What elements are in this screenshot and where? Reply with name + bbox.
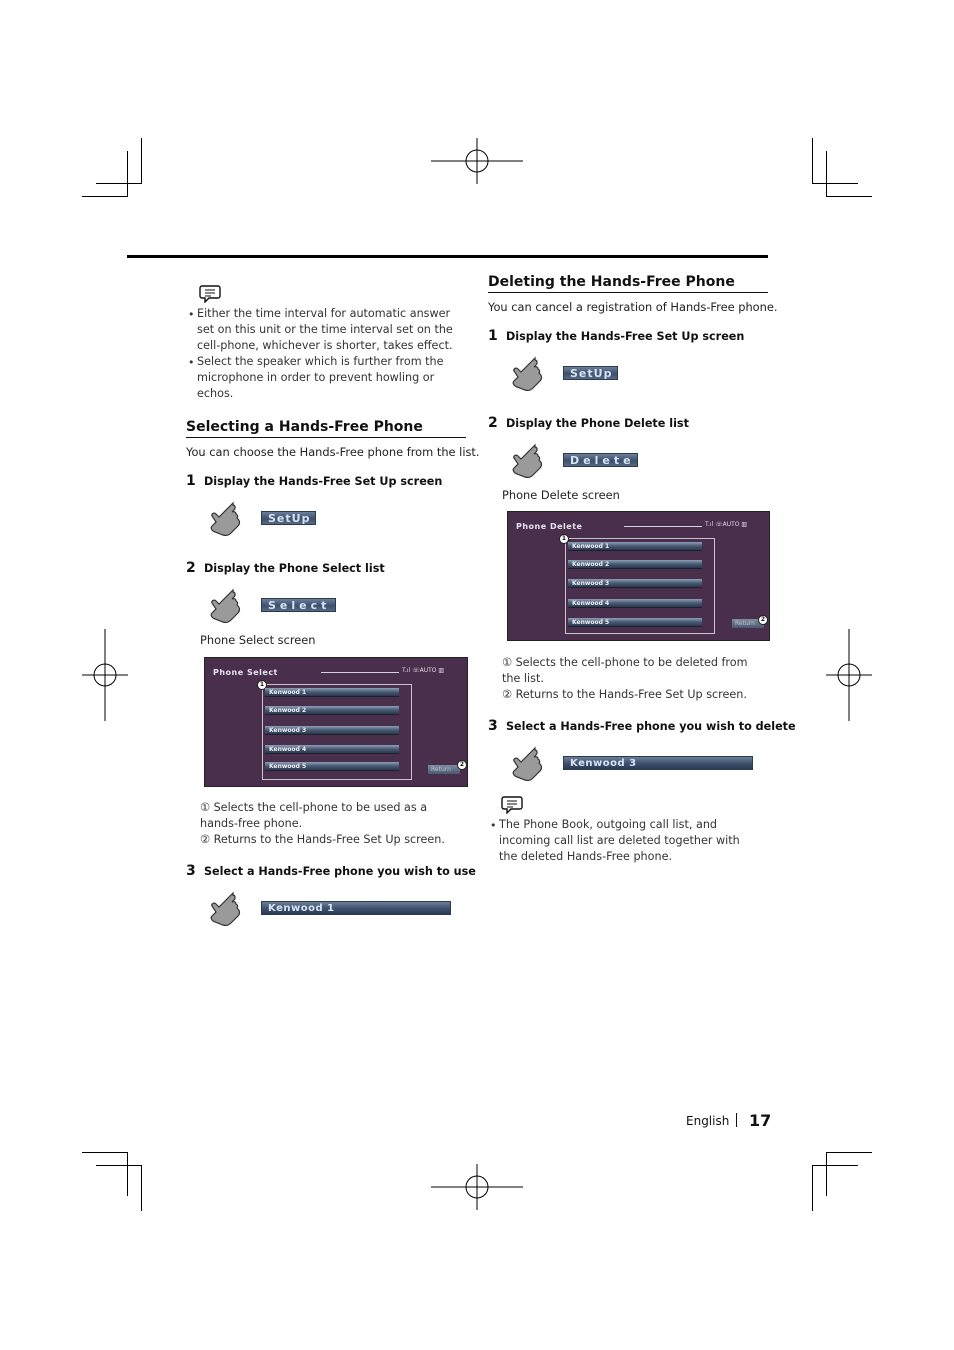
step-number: 3 (488, 718, 498, 734)
phone-list-item[interactable]: Kenwood 4 (265, 745, 399, 754)
status-icons: T.ıl ☏AUTO ▥ (402, 667, 445, 674)
section-heading-delete: Deleting the Hands-Free Phone (488, 274, 768, 293)
screen-caption: Phone Select screen (200, 633, 316, 647)
step-number: 1 (488, 328, 498, 344)
step-number: 2 (186, 560, 196, 576)
phone-list-item[interactable]: Kenwood 3 (265, 726, 399, 735)
explanation-2: ② Returns to the Hands-Free Set Up screen. (502, 688, 747, 701)
step-number: 3 (186, 863, 196, 879)
phone-list-item[interactable]: Kenwood 4 (568, 599, 702, 608)
footer-separator (736, 1113, 737, 1127)
screen-title: Phone Delete (516, 522, 583, 531)
section-intro-delete: You can cancel a registration of Hands-Free phone. (488, 300, 778, 314)
phone-list-item[interactable]: Kenwood 5 (265, 762, 399, 771)
note-icon (501, 794, 523, 814)
callout-marker-2: 2 (758, 615, 768, 625)
setup-button[interactable]: SetUp (563, 366, 618, 380)
step-instruction: Display the Phone Select list (204, 562, 385, 575)
touch-hand-icon (203, 586, 243, 626)
step-instruction: Display the Hands-Free Set Up screen (204, 475, 443, 488)
select-button[interactable]: Select (261, 598, 336, 612)
note-bullet-2: Select the speaker which is further from the microphone in order to prevent howling or echos. (197, 355, 444, 400)
return-button[interactable]: Return (732, 619, 764, 628)
footer-language: English (686, 1114, 730, 1128)
phone-list-item[interactable]: Kenwood 5 (568, 618, 702, 627)
phone-list-item[interactable]: Kenwood 2 (265, 706, 399, 715)
callout-marker-1: 1 (257, 680, 267, 690)
return-button[interactable]: Return (428, 765, 460, 774)
divider (624, 526, 702, 527)
touch-hand-icon (203, 499, 243, 539)
phone-list-item[interactable]: Kenwood 1 (568, 542, 702, 551)
callout-marker-2: 2 (457, 760, 467, 770)
touch-hand-icon (505, 441, 545, 481)
bullet-dot: • (188, 356, 195, 369)
page-number: 17 (749, 1111, 772, 1130)
divider (321, 672, 399, 673)
kenwood-1-button[interactable]: Kenwood 1 (261, 901, 451, 915)
bullet-dot: • (188, 308, 195, 321)
kenwood-3-button[interactable]: Kenwood 3 (563, 756, 753, 770)
screen-caption: Phone Delete screen (502, 488, 620, 502)
step-number: 2 (488, 415, 498, 431)
note-icon (199, 283, 221, 303)
screen-title: Phone Select (213, 668, 278, 677)
phone-list-item[interactable]: Kenwood 2 (568, 560, 702, 569)
phone-list-item[interactable]: Kenwood 3 (568, 579, 702, 588)
step-instruction: Select a Hands-Free phone you wish to delete (506, 720, 796, 733)
step-instruction: Select a Hands-Free phone you wish to use (204, 865, 476, 878)
bullet-dot: • (490, 819, 497, 832)
step-instruction: Display the Phone Delete list (506, 417, 689, 430)
section-heading-select: Selecting a Hands-Free Phone (186, 419, 466, 438)
note-bullet-1: Either the time interval for automatic answer set on this unit or the time interval set on the cell-phone, whichever is shorter, takes effect. (197, 307, 453, 352)
phone-delete-screen (507, 511, 770, 641)
registration-mark-left (82, 629, 128, 721)
registration-mark-top (431, 138, 523, 184)
explanation-1: ① Selects the cell-phone to be used as a hands-free phone. (200, 801, 428, 830)
status-icons: T.ıl ☏AUTO ▥ (705, 521, 748, 528)
explanation-1: ① Selects the cell-phone to be deleted from the list. (502, 656, 748, 685)
top-rule (127, 255, 768, 258)
step-instruction: Display the Hands-Free Set Up screen (506, 330, 745, 343)
phone-list-item[interactable]: Kenwood 1 (265, 688, 399, 697)
registration-mark-right (826, 629, 872, 721)
callout-marker-1: 1 (559, 534, 569, 544)
touch-hand-icon (505, 744, 545, 784)
touch-hand-icon (203, 889, 243, 929)
touch-hand-icon (505, 354, 545, 394)
section-intro-select: You can choose the Hands-Free phone from the list. (186, 445, 480, 459)
setup-button[interactable]: SetUp (261, 511, 316, 525)
phone-select-screen (204, 657, 468, 787)
step-number: 1 (186, 473, 196, 489)
delete-note-bullet: The Phone Book, outgoing call list, and incoming call list are deleted together with the deleted Hands-Free phone. (499, 818, 740, 863)
registration-mark-bottom (431, 1164, 523, 1210)
explanation-2: ② Returns to the Hands-Free Set Up screen. (200, 833, 445, 846)
delete-button[interactable]: Delete (563, 453, 638, 467)
